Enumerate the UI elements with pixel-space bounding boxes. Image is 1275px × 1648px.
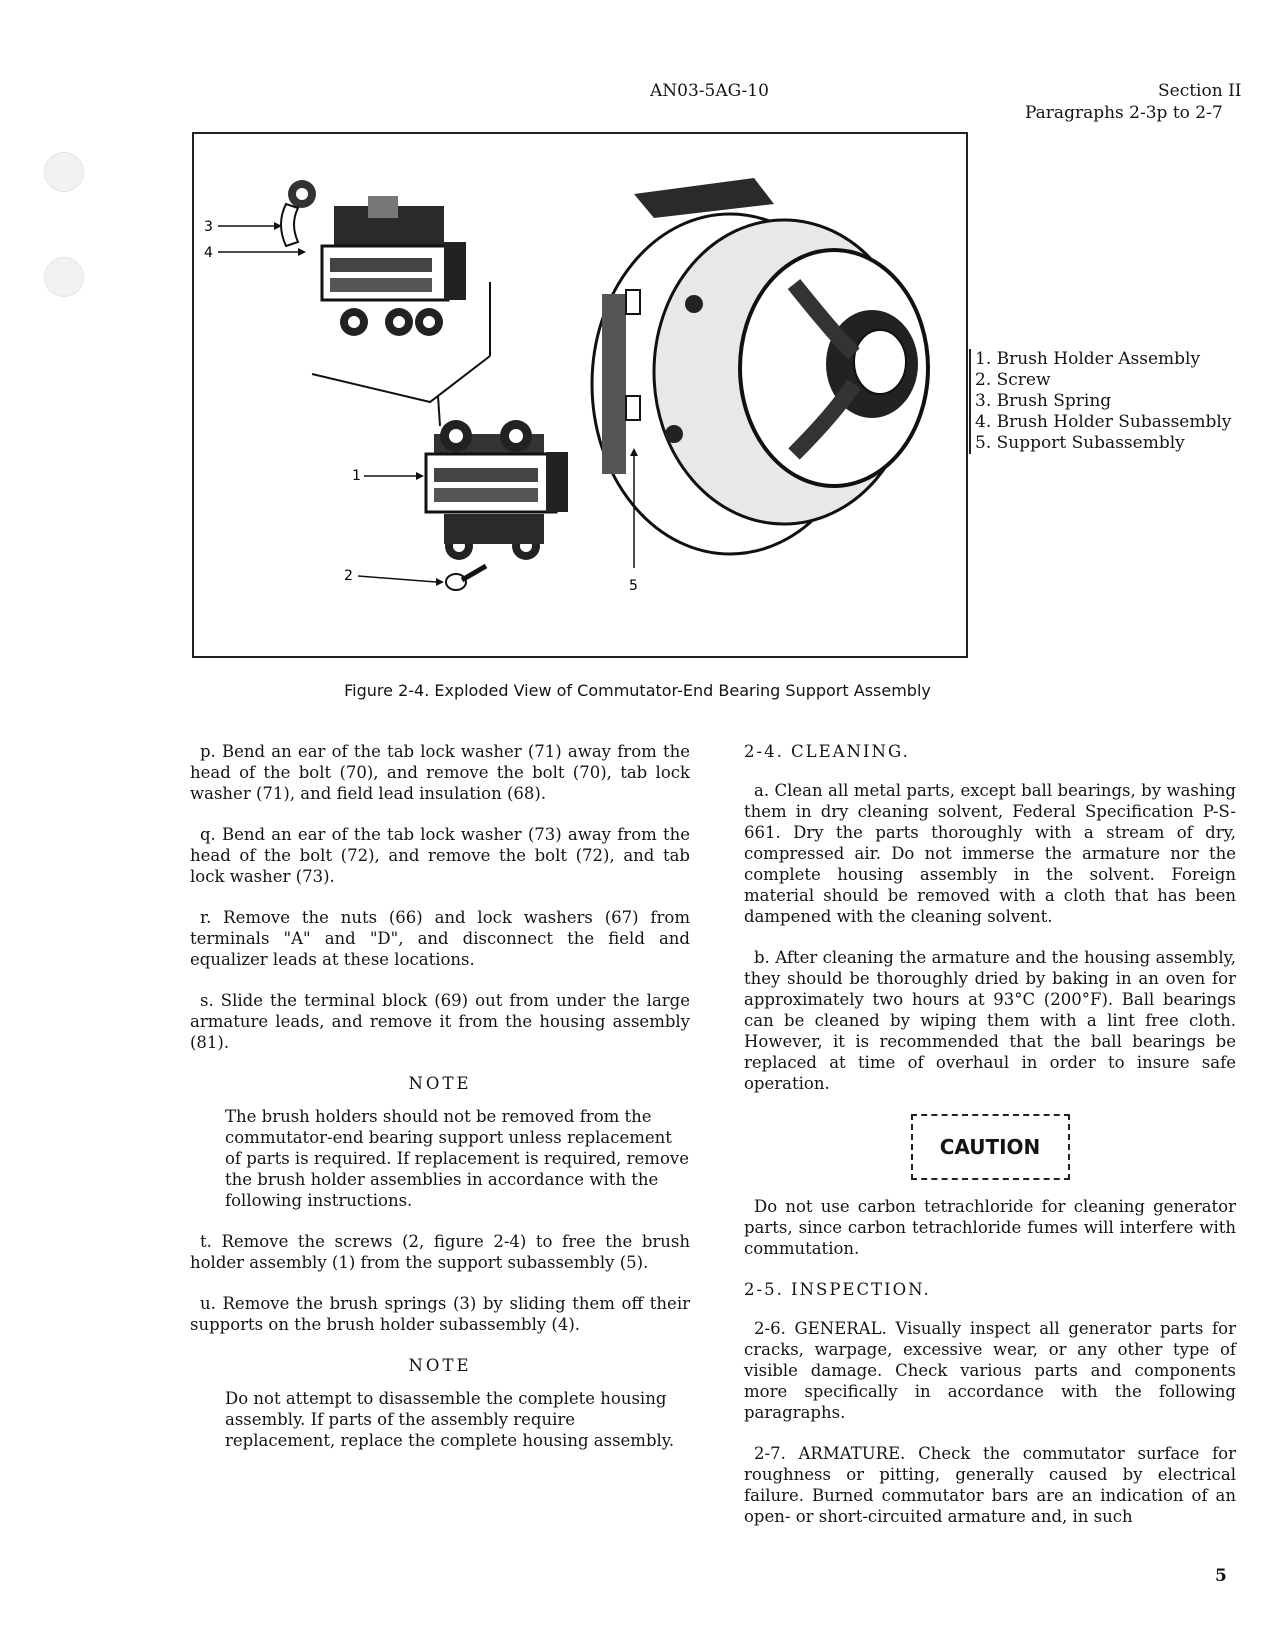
note-heading: NOTE [408,1074,472,1093]
caution-text: Do not use carbon tetrachloride for cleaning generator parts, since carbon tetrachloride fumes will interfere with commutation. [744,1197,1236,1258]
step-t: t. Remove the screws (2, figure 2-4) to free the brush holder assembly (1) from the support subassembly (5). [190,1232,690,1272]
document-number: AN03-5AG-10 [650,81,769,101]
brush-spring-drawing [281,180,316,246]
cleaning-step-a: a. Clean all metal parts, except ball bearings, by washing them in dry cleaning solvent, Federal Specification P-S-661. Dry the parts thoroughly with a stream of dry, compressed air. Do not immerse the armature nor the complete housing assembly in the solvent. Foreign material should be removed with a cloth that has been dampened with the cleaning solvent. [744,781,1236,926]
support-subassembly-drawing [592,178,928,554]
callout-2 [344,568,444,586]
callout-3 [204,219,282,235]
legend-item-2: 2. Screw [975,370,1051,390]
paragraph-range: Paragraphs 2-3p to 2-7 [1025,103,1223,123]
cleaning-heading: 2-4. CLEANING. [744,742,910,761]
figure-caption: Figure 2-4. Exploded View of Commutator-End Bearing Support Assembly [344,681,931,700]
armature-paragraph: 2-7. ARMATURE. Check the commutator surface for roughness or pitting, generally caused by electrical failure. Burned commutator bars are an indication of an open- or short-circuited armature and, in such [744,1444,1236,1526]
brush-holder-assembly-drawing [426,420,568,560]
legend-item-3: 3. Brush Spring [975,391,1112,411]
inspection-heading: 2-5. INSPECTION. [744,1280,931,1299]
punch-hole-middle [44,257,84,297]
step-p: p. Bend an ear of the tab lock washer (71) away from the head of the bolt (70), and remove the bolt (70), tab lock washer (71), and field lead insulation (68). [190,742,690,803]
note-heading-2: NOTE [408,1356,472,1375]
legend-item-4: 4. Brush Holder Subassembly [975,412,1232,432]
section-label: Section II [1158,81,1242,101]
right-column [744,741,1236,1547]
figure-legend [969,349,1231,454]
svg-text:2: 2 [344,568,353,584]
legend-item-5: 5. Support Subassembly [975,433,1185,453]
screw-drawing [446,566,486,590]
brush-holder-subassembly-drawing [322,196,466,336]
figure-frame [192,132,968,658]
exploded-view-illustration [194,134,966,656]
callout-1 [352,468,424,484]
punch-hole-top [44,152,84,192]
general-paragraph: 2-6. GENERAL. Visually inspect all generator parts for cracks, warpage, excessive wear, or any other type of visible damage. Check various parts and components more specifically in accordance with the following paragraphs. [744,1319,1236,1422]
page-number: 5 [1215,1566,1227,1586]
svg-text:5: 5 [629,578,638,594]
step-s: s. Slide the terminal block (69) out from under the large armature leads, and remove it from the housing assembly (81). [190,991,690,1052]
svg-text:3: 3 [204,219,213,235]
legend-item-1: 1. Brush Holder Assembly [975,349,1201,369]
note-body-2: Do not attempt to disassemble the complete housing assembly. If parts of the assembly require replacement, replace the complete housing assembly. [225,1389,675,1450]
exploded-bracket-line [312,356,490,402]
caution-label: CAUTION [911,1114,1070,1180]
svg-text:4: 4 [204,245,213,261]
step-r: r. Remove the nuts (66) and lock washers (67) from terminals "A" and "D", and disconnect the field and equalizer leads at these locations. [190,908,690,969]
note-body: The brush holders should not be removed from the commutator-end bearing support unless replacement of parts is required. If replacement is required, remove the brush holder assemblies in accordance with the following instructions. [225,1107,689,1210]
step-u: u. Remove the brush springs (3) by sliding them off their supports on the brush holder subassembly (4). [190,1294,690,1334]
callout-4 [204,245,306,261]
left-column [190,741,690,1471]
cleaning-step-b: b. After cleaning the armature and the housing assembly, they should be thoroughly dried by baking in an oven for approximately two hours at 93°C (200°F). Ball bearings can be cleaned by wiping them with a lint free cloth. However, it is recommended that the ball bearings be replaced at time of overhaul in order to insure safe operation. [744,948,1236,1093]
step-q: q. Bend an ear of the tab lock washer (73) away from the head of the bolt (72), and remove the bolt (72), and tab lock washer (73). [190,825,690,886]
svg-text:1: 1 [352,468,361,484]
